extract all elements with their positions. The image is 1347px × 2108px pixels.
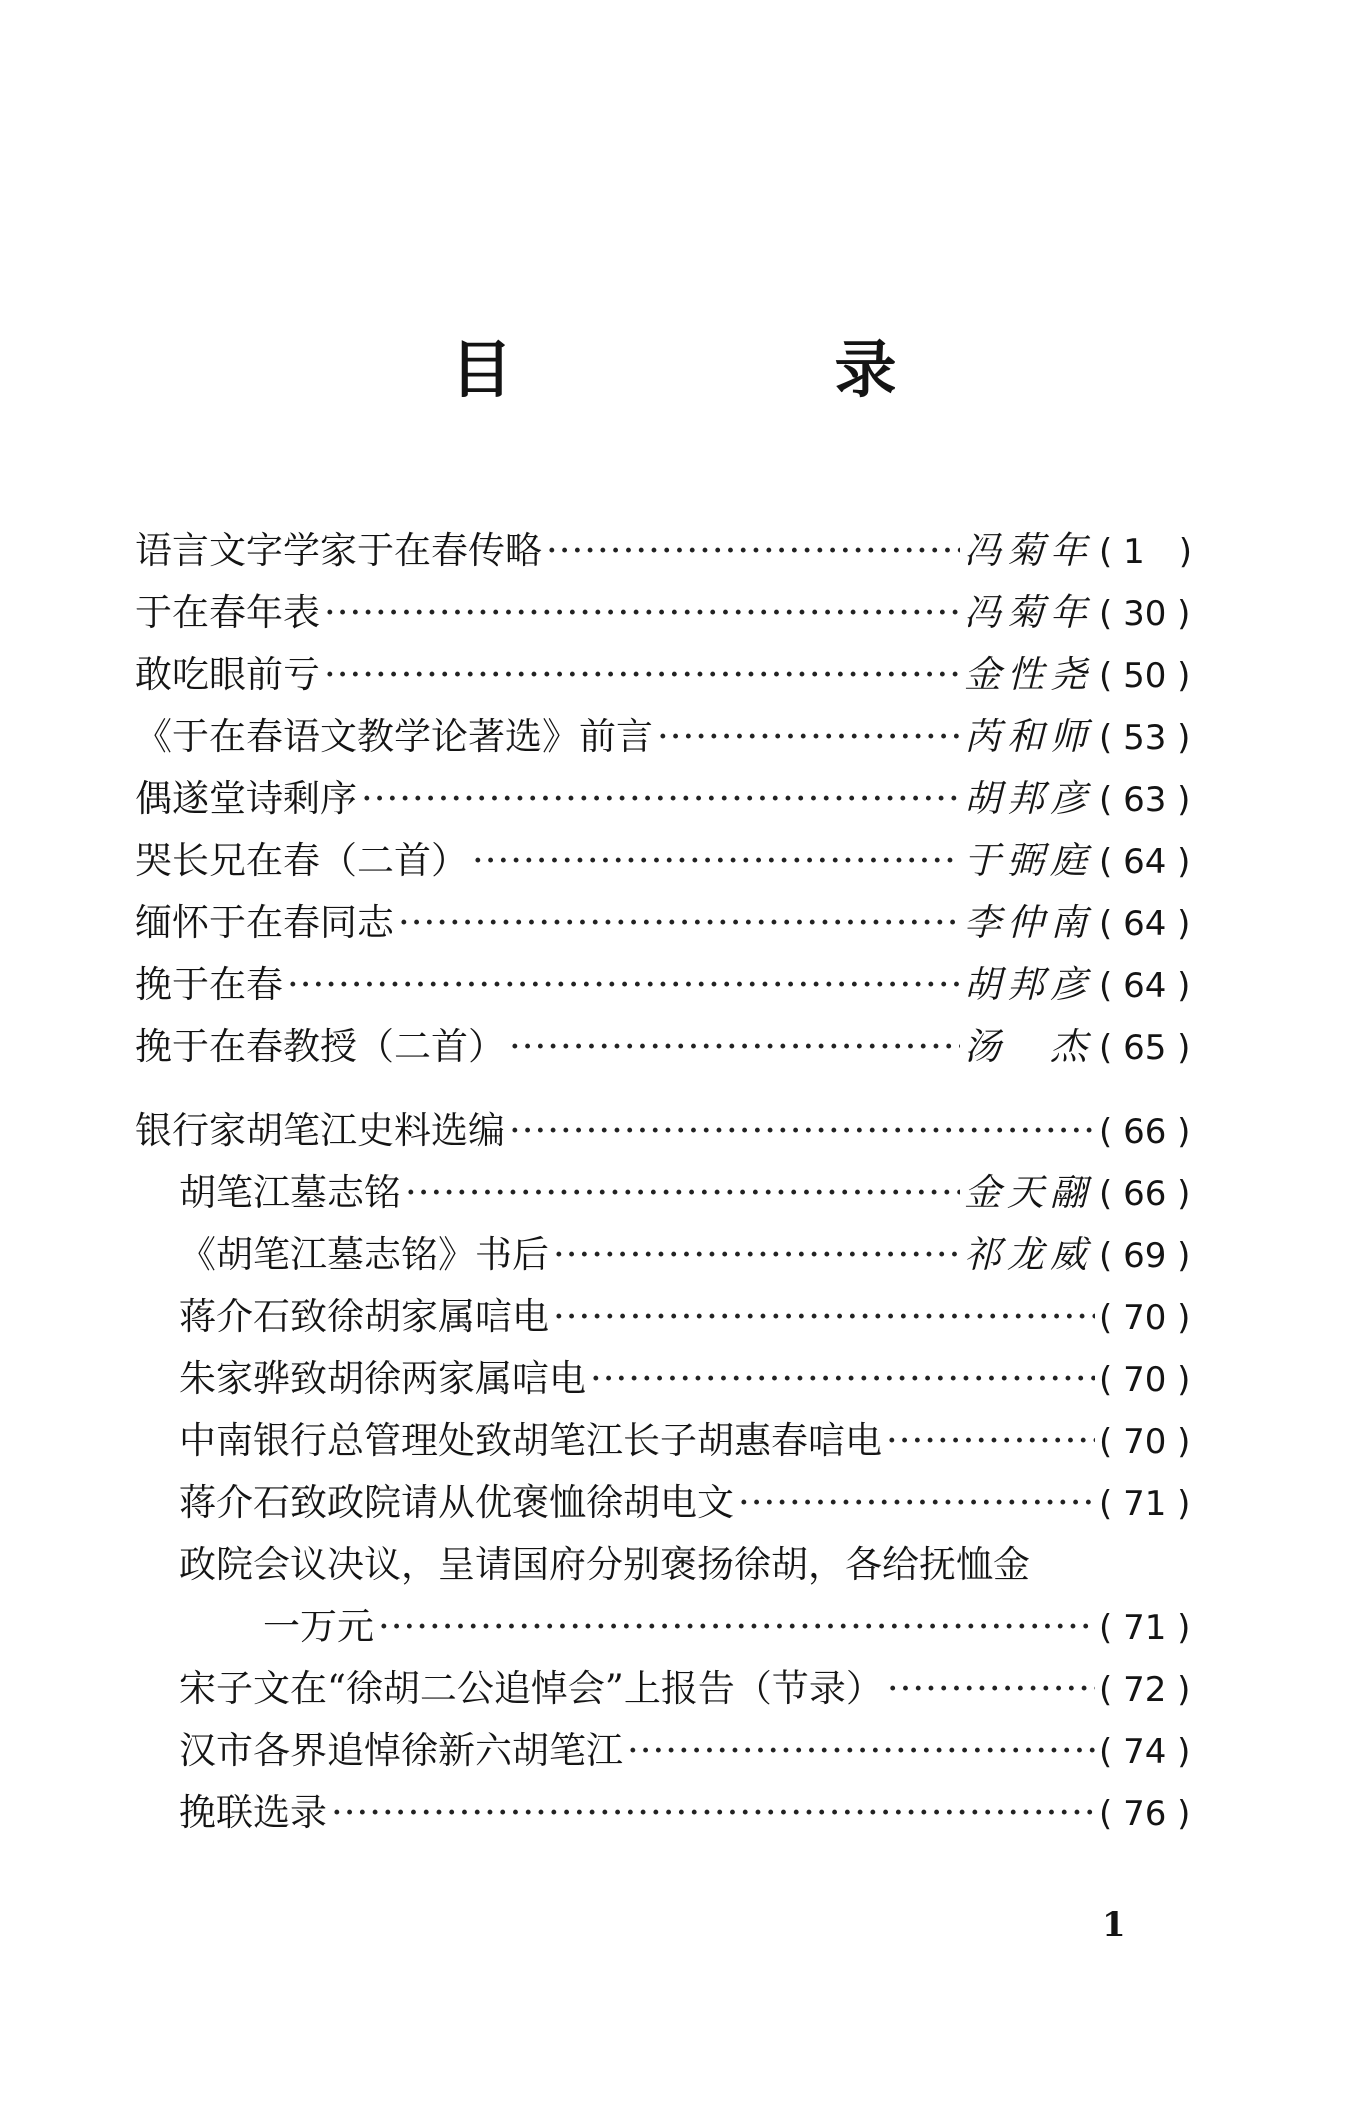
leader-dots xyxy=(509,1100,1095,1162)
toc-entry-author: 祁龙威 xyxy=(964,1233,1093,1276)
toc-entry-page: ( 74 ) xyxy=(1099,1732,1191,1772)
toc-sub-entry[interactable] xyxy=(135,1720,1207,1782)
toc-entry-author: 芮和师 xyxy=(964,715,1093,758)
toc-entry-author: 胡邦彦 xyxy=(964,963,1093,1006)
leader-dots xyxy=(405,1162,960,1224)
table-of-contents xyxy=(135,520,1207,1844)
toc-long-entry-line2[interactable] xyxy=(135,1596,1207,1658)
toc-entry-title: 于在春年表 xyxy=(135,591,320,634)
toc-entry-title: 挽于在春 xyxy=(135,963,283,1006)
toc-entry[interactable] xyxy=(135,644,1207,706)
toc-entry-page: ( 72 ) xyxy=(1099,1670,1191,1710)
toc-entry-title: 一万元 xyxy=(263,1605,374,1648)
toc-section-page: ( 66 ) xyxy=(1099,1112,1191,1152)
toc-entry-title: 宋子文在“徐胡二公追悼会”上报告（节录） xyxy=(179,1667,883,1710)
leader-dots xyxy=(887,1658,1095,1720)
toc-entry-page: ( 64 ) xyxy=(1099,904,1191,944)
toc-section-title: 银行家胡笔江史料选编 xyxy=(135,1109,505,1152)
toc-entry-title: 蒋介石致政院请从优褒恤徐胡电文 xyxy=(179,1481,734,1524)
leader-dots xyxy=(886,1410,1095,1472)
toc-entry[interactable] xyxy=(135,520,1207,582)
page-title: 目 录 xyxy=(450,333,1027,406)
toc-entry-page: ( 71 ) xyxy=(1099,1484,1191,1524)
toc-entry-title: 语言文字学家于在春传略 xyxy=(135,529,542,572)
toc-sub-entry[interactable] xyxy=(135,1348,1207,1410)
leader-dots xyxy=(657,706,960,768)
leader-dots xyxy=(553,1286,1095,1348)
toc-sub-entry[interactable] xyxy=(135,1224,1207,1286)
toc-entry-title: 汉市各界追悼徐新六胡笔江 xyxy=(179,1729,623,1772)
leader-dots xyxy=(287,954,960,1016)
toc-entry[interactable] xyxy=(135,1016,1207,1078)
toc-entry-page: ( 70 ) xyxy=(1099,1298,1191,1338)
toc-entry-title: 敢吃眼前亏 xyxy=(135,653,320,696)
toc-entry-title: 朱家骅致胡徐两家属唁电 xyxy=(179,1357,586,1400)
toc-entry-author: 李仲南 xyxy=(964,901,1093,944)
toc-entry-page: ( 69 ) xyxy=(1099,1236,1191,1276)
toc-section-heading[interactable] xyxy=(135,1100,1207,1162)
toc-entry-page: ( 1 ) xyxy=(1099,532,1192,572)
toc-entry-page: ( 65 ) xyxy=(1099,1028,1191,1068)
toc-entry-author: 汤 杰 xyxy=(964,1025,1093,1068)
toc-entry[interactable] xyxy=(135,892,1207,954)
toc-entry-author: 冯菊年 xyxy=(964,591,1093,634)
leader-dots xyxy=(398,892,960,954)
toc-entry-title: 偶遂堂诗剩序 xyxy=(135,777,357,820)
toc-sub-entry[interactable] xyxy=(135,1162,1207,1224)
toc-entry[interactable] xyxy=(135,830,1207,892)
toc-entry-author: 金天翮 xyxy=(964,1171,1093,1214)
toc-entry-title: 中南银行总管理处致胡笔江长子胡惠春唁电 xyxy=(179,1419,882,1462)
toc-entry-author: 金性尧 xyxy=(964,653,1093,696)
toc-entry-page: ( 71 ) xyxy=(1099,1608,1191,1648)
toc-entry[interactable] xyxy=(135,768,1207,830)
toc-entry-title: 挽联选录 xyxy=(179,1791,327,1834)
leader-dots xyxy=(553,1224,960,1286)
toc-entry-title: 胡笔江墓志铭 xyxy=(179,1171,401,1214)
toc-entry-title: 蒋介石致徐胡家属唁电 xyxy=(179,1295,549,1338)
leader-dots xyxy=(361,768,960,830)
toc-sub-entry[interactable] xyxy=(135,1658,1207,1720)
toc-entry-title: 挽于在春教授（二首） xyxy=(135,1025,505,1068)
page-number: 1 xyxy=(1102,1905,1126,1945)
toc-long-entry-line1[interactable]: 政院会议决议，呈请国府分别褒扬徐胡，各给抚恤金 xyxy=(179,1543,1030,1586)
leader-dots xyxy=(331,1782,1095,1844)
leader-dots xyxy=(509,1016,960,1078)
leader-dots xyxy=(590,1348,1095,1410)
toc-entry-author: 冯菊年 xyxy=(964,529,1093,572)
toc-entry-page: ( 50 ) xyxy=(1099,656,1191,696)
toc-entry-title: 哭长兄在春（二首） xyxy=(135,839,468,882)
toc-entry-author: 于弼庭 xyxy=(964,839,1093,882)
toc-entry-page: ( 64 ) xyxy=(1099,966,1191,1006)
toc-sub-entry[interactable] xyxy=(135,1472,1207,1534)
toc-entry-page: ( 64 ) xyxy=(1099,842,1191,882)
toc-entry-page: ( 70 ) xyxy=(1099,1360,1191,1400)
toc-entry-title: 缅怀于在春同志 xyxy=(135,901,394,944)
leader-dots xyxy=(324,644,960,706)
toc-entry-title: 《胡笔江墓志铭》书后 xyxy=(179,1233,549,1276)
toc-sub-entry[interactable] xyxy=(135,1410,1207,1472)
toc-entry-page: ( 70 ) xyxy=(1099,1422,1191,1462)
toc-sub-entry[interactable] xyxy=(135,1782,1207,1844)
toc-entry-page: ( 30 ) xyxy=(1099,594,1191,634)
toc-entry-page: ( 66 ) xyxy=(1099,1174,1191,1214)
toc-sub-entry[interactable] xyxy=(135,1286,1207,1348)
toc-entry[interactable] xyxy=(135,706,1207,768)
toc-entry-title: 《于在春语文教学论著选》前言 xyxy=(135,715,653,758)
toc-entry[interactable] xyxy=(135,954,1207,1016)
leader-dots xyxy=(627,1720,1095,1782)
leader-dots xyxy=(738,1472,1095,1534)
toc-entry-page: ( 63 ) xyxy=(1099,780,1191,820)
toc-entry[interactable] xyxy=(135,582,1207,644)
leader-dots xyxy=(472,830,960,892)
leader-dots xyxy=(378,1596,1095,1658)
toc-entry-author: 胡邦彦 xyxy=(964,777,1093,820)
toc-entry-page: ( 53 ) xyxy=(1099,718,1191,758)
toc-entry-page: ( 76 ) xyxy=(1099,1794,1191,1834)
leader-dots xyxy=(324,582,960,644)
leader-dots xyxy=(546,520,960,582)
